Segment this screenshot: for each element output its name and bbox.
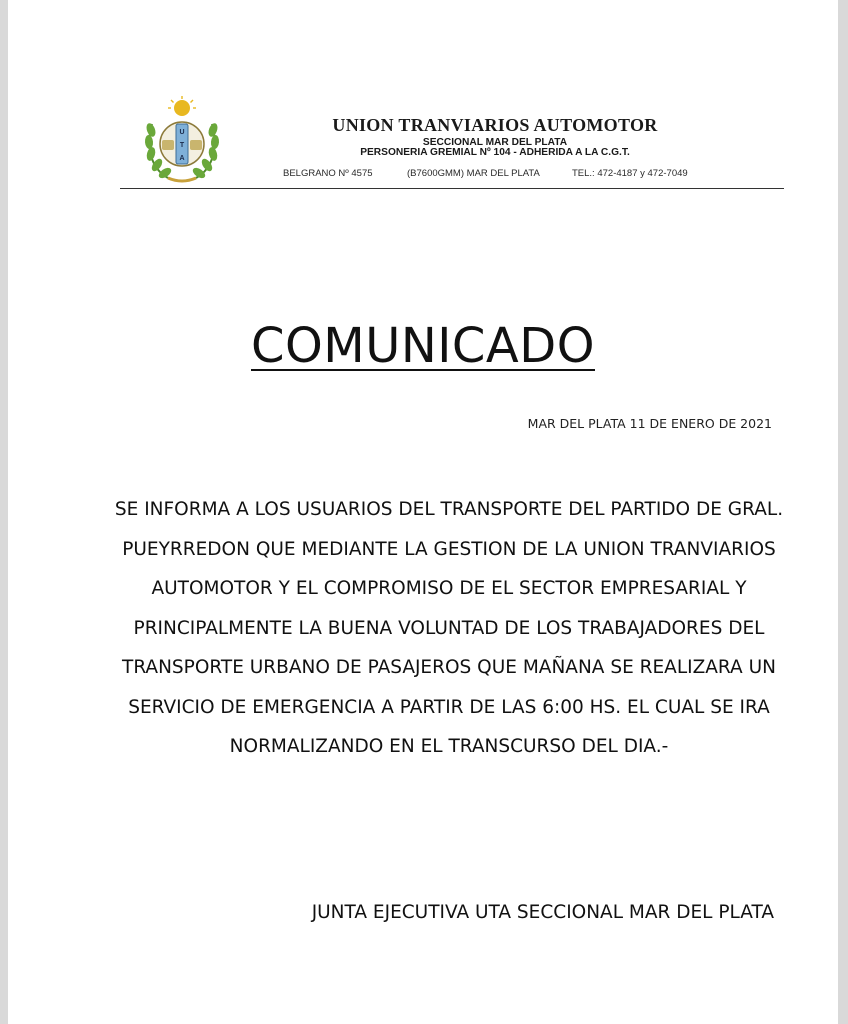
branch-name: SECCIONAL MAR DEL PLATA (422, 137, 568, 148)
document-title-text: COMUNICADO (251, 318, 595, 374)
emblem-letter-t: T (179, 142, 185, 149)
organization-name: UNION TRANVIARIOS AUTOMOTOR (332, 115, 658, 135)
registration-line: PERSONERIA GREMIAL Nº 104 - ADHERIDA A LA C.G.T. (360, 147, 630, 158)
letterhead (120, 90, 784, 189)
union-emblem-icon (138, 94, 226, 186)
postal-text: (B7600GMM) MAR DEL PLATA (407, 168, 540, 179)
document-title (8, 318, 838, 374)
phone-text: TEL.: 472-4187 y 472-7049 (572, 168, 688, 179)
document-date: MAR DEL PLATA 11 DE ENERO DE 2021 (527, 416, 772, 431)
emblem-letter-u: U (179, 129, 185, 136)
emblem-letter-a: A (179, 155, 185, 162)
address-text: BELGRANO Nº 4575 (283, 168, 373, 179)
announcement-body: SE INFORMA A LOS USUARIOS DEL TRANSPORTE DEL PARTIDO DE GRAL. PUEYRREDON QUE MEDIANTE LA GESTION DE LA UNION TRANVIARIOS AUTOMOTOR Y EL COMPROMISO DE EL SECTOR EMPRESARIAL Y PRINCIPALMENTE LA BUENA VOLUNTAD DE LOS TRABAJADORES DEL TRANSPORTE URBANO DE PASAJEROS QUE MAÑANA SE REALIZARA UN SERVICIO DE EMERGENCIA A PARTIR DE LAS 6:00 HS. EL CUAL SE IRA NORMALIZANDO EN EL TRANSCURSO DEL DIA.- (114, 499, 784, 757)
signature-line: JUNTA EJECUTIVA UTA SECCIONAL MAR DEL PLATA (311, 902, 774, 923)
document-page (8, 0, 838, 1024)
